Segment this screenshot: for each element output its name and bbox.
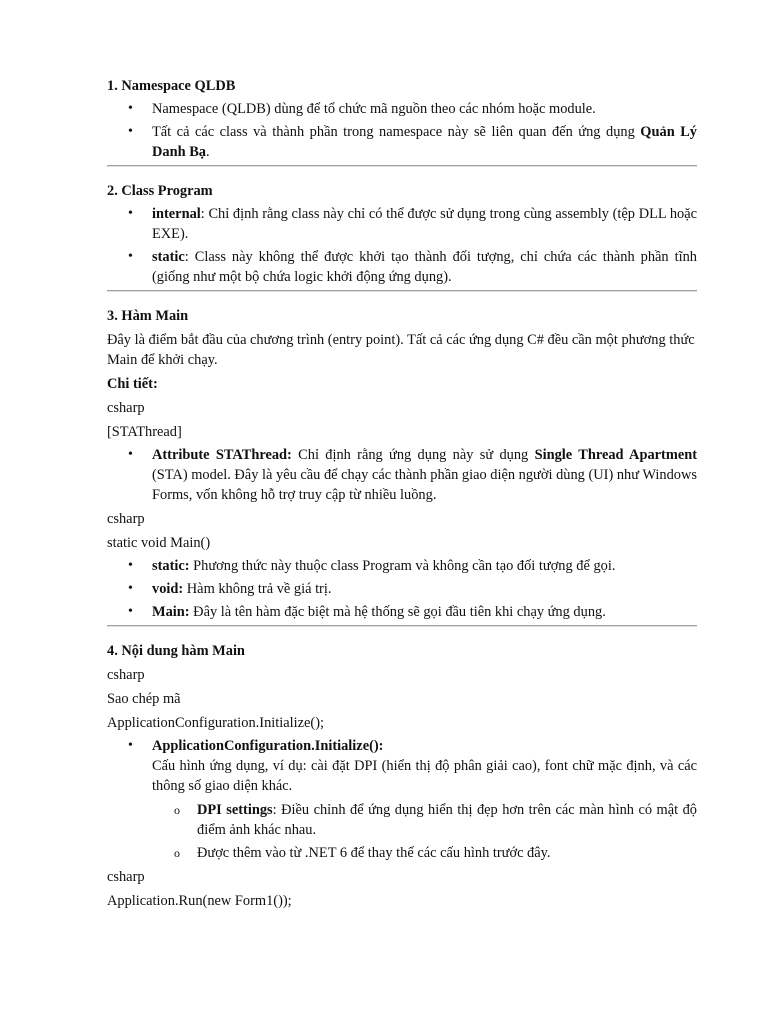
bullet-text: Tất cả các class và thành phần trong namespace này sẽ liên quan đến ứng dụng	[152, 124, 641, 140]
list-item	[107, 122, 697, 162]
bold-term: internal	[152, 206, 201, 222]
section-4-heading: 4. Nội dung hàm Main	[107, 643, 245, 659]
list-item	[107, 445, 697, 505]
sub-item-text: Được thêm vào từ .NET 6 để thay thế các cấu hình trước đây.	[197, 845, 551, 861]
code-language-label: csharp	[107, 400, 145, 416]
sub-item-text: : Điều chỉnh để ứng dụng hiển thị đẹp hơn trên các màn hình có mật độ điểm ảnh khác nhau.	[197, 802, 697, 838]
bullet-text: Phương thức này thuộc class Program và không cần tạo đối tượng để gọi.	[189, 558, 616, 574]
bold-term: ApplicationConfiguration.Initialize():	[152, 738, 384, 754]
bullet-text-end: .	[206, 144, 210, 160]
list-item	[107, 99, 697, 119]
bullet-text: : Class này không thể được khởi tạo thành đối tượng, chỉ chứa các thành phần tĩnh (giống như một bộ chứa logic khởi động ứng dụng).	[152, 249, 697, 285]
list-item	[107, 736, 697, 863]
bold-term: Main:	[152, 604, 190, 620]
section-1-list	[107, 99, 697, 162]
bullet-text: (STA) model. Đây là yêu cầu để chạy các thành phần giao diện người dùng (UI) như Windows Forms, vốn không hỗ trợ truy cập từ nhiều luồng.	[152, 467, 697, 503]
sub-list	[152, 800, 697, 863]
section-4-list	[107, 736, 697, 863]
list-item	[107, 204, 697, 244]
bold-term: static:	[152, 558, 190, 574]
section-divider	[107, 290, 697, 292]
code-line: [STAThread]	[107, 424, 182, 440]
section-3-intro: Đây là điểm bắt đầu của chương trình (entry point). Tất cả các ứng dụng C# đều cần một phương thức Main để khởi chạy.	[107, 332, 695, 368]
section-3-list-b	[107, 556, 697, 622]
code-line: ApplicationConfiguration.Initialize();	[107, 715, 324, 731]
bullet-text: Đây là tên hàm đặc biệt mà hệ thống sẽ gọi đầu tiên khi chạy ứng dụng.	[189, 604, 606, 620]
bold-term: Quản Lý Danh Bạ	[152, 124, 697, 160]
list-item	[107, 579, 697, 599]
code-language-label: csharp	[107, 511, 145, 527]
bold-term: void:	[152, 581, 184, 597]
sub-list-item	[152, 800, 697, 840]
code-line: Application.Run(new Form1());	[107, 893, 292, 909]
code-language-label: csharp	[107, 869, 145, 885]
code-line: static void Main()	[107, 535, 211, 551]
list-item	[107, 247, 697, 287]
sub-list-item	[152, 843, 697, 863]
bold-term: DPI settings	[197, 802, 273, 818]
list-item	[107, 602, 697, 622]
bold-term: static	[152, 249, 185, 265]
section-1-heading: 1. Namespace QLDB	[107, 78, 236, 94]
detail-label: Chi tiết:	[107, 376, 158, 392]
section-3-list-a	[107, 445, 697, 505]
section-divider	[107, 625, 697, 627]
copy-code-text: Sao chép mã	[107, 691, 181, 707]
section-divider	[107, 165, 697, 167]
bullet-text: Cấu hình ứng dụng, ví dụ: cài đặt DPI (hiển thị độ phân giải cao), font chữ mặc định, và các thông số giao diện khác.	[152, 758, 697, 794]
bullet-text: Namespace (QLDB) dùng để tổ chức mã nguồn theo các nhóm hoặc module.	[152, 101, 596, 117]
section-2-heading: 2. Class Program	[107, 183, 213, 199]
bullet-text: : Chỉ định rằng class này chỉ có thể được sử dụng trong cùng assembly (tệp DLL hoặc EXE).	[152, 206, 697, 242]
bullet-text: Hàm không trả về giá trị.	[183, 581, 332, 597]
bullet-text: Chỉ định rằng ứng dụng này sử dụng	[291, 447, 535, 463]
bold-term: Attribute STAThread:	[152, 447, 292, 463]
list-item	[107, 556, 697, 576]
bold-term: Single Thread Apartment	[534, 447, 697, 463]
section-3-heading: 3. Hàm Main	[107, 308, 189, 324]
section-2-list	[107, 204, 697, 287]
document-content	[107, 76, 697, 911]
code-language-label: csharp	[107, 667, 145, 683]
